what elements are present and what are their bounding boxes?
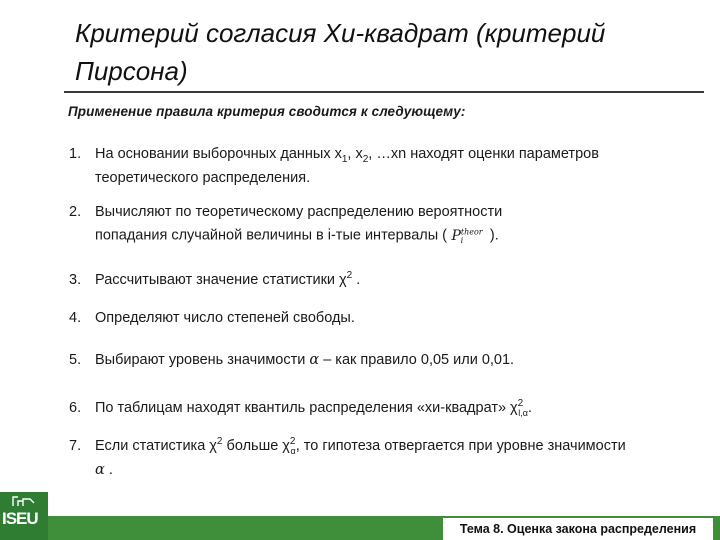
left-margin [0,0,48,540]
item-text: – как правило 0,05 или 0,01. [319,352,515,368]
item-number: 1. [69,146,82,162]
list-item-1 [69,145,709,188]
list-item-4 [69,309,709,328]
item-text: . [104,461,113,478]
list-item-6 [69,394,709,423]
list-item-2 [69,203,709,250]
superscript: 2 [346,270,353,281]
item-number: 2. [69,204,82,220]
logo: ISEU [2,509,38,528]
formula-p: P [451,227,461,244]
item-text: ). [489,227,499,244]
item-number: 3. [69,271,82,288]
item-text: Рассчитывают значение статистики χ [95,271,347,288]
item-text: Если статистика χ [95,437,217,454]
alpha-symbol: α [95,461,105,478]
item-text-line2 [69,461,709,480]
footer-topic: Тема 8. Оценка закона распределения [443,518,713,540]
item-text: . [527,399,532,416]
intro-text: Применение правила критерия сводится к следующему: [68,104,466,119]
item-text-line2: теоретического распределения. [95,169,311,186]
logo-emblem-icon [10,495,38,507]
item-text: больше χ [222,437,290,454]
list-item-7 [69,432,709,480]
item-text: , …xn находят оценки параметров [368,146,599,162]
item-text: , x [347,146,363,162]
item-text-line2 [69,222,709,250]
subscript: α [290,445,296,456]
item-text: Выбирают уровень значимости [95,352,310,368]
probability-formula [447,228,490,244]
subscript: l,α [518,407,528,418]
item-text: . [352,271,361,288]
title-divider [64,91,704,93]
superscript: 2 [517,398,524,409]
item-text: На основании выборочных данных x [95,146,342,162]
formula-sub: i [460,236,464,246]
item-text: Вычисляют по теоретическому распределению вероятности [95,204,503,220]
subscript: 2 [362,153,369,165]
item-text: По таблицам находят квантиль распределения «хи-квадрат» χ [95,399,518,416]
list-item-3 [69,266,709,290]
item-number: 7. [69,437,82,454]
item-number: 5. [69,352,82,368]
item-number: 6. [69,399,82,416]
subscript: 1 [341,153,348,165]
item-text: попадания случайной величины в i-тые интервалы ( [95,227,448,244]
item-number: 4. [69,310,82,326]
page-title: Критерий согласия Хи-квадрат (критерий Пирсона) [75,18,606,86]
formula-sup: theor [460,227,483,236]
list-item-5 [69,351,709,370]
item-text: , то гипотеза отвергается при уровне значимости [295,437,626,454]
superscript: 2 [216,436,223,447]
superscript: 2 [289,436,296,447]
item-text: Определяют число степеней свободы. [95,310,355,326]
alpha-symbol: α [309,352,320,368]
